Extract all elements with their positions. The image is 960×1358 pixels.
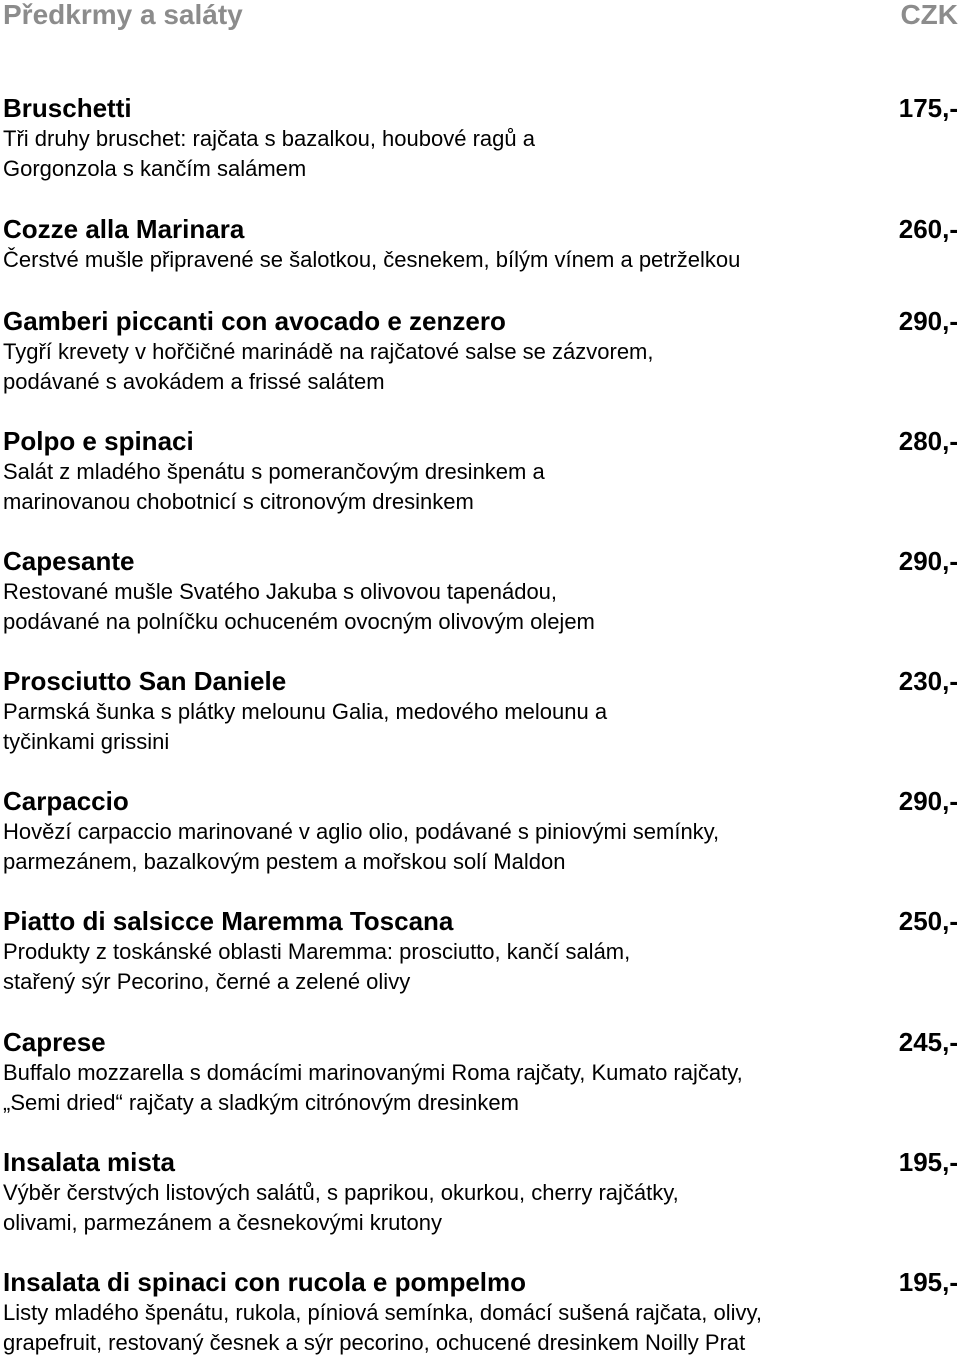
menu-item-description bbox=[3, 124, 903, 184]
menu-item-price: 290,- bbox=[898, 306, 958, 336]
description-line: podávané s avokádem a frissé salátem bbox=[3, 369, 385, 394]
menu-item-name: Insalata mista bbox=[3, 1147, 175, 1177]
description-line: „Semi dried“ rajčaty a sladkým citrónovým dresinkem bbox=[3, 1090, 519, 1115]
menu-item-price: 230,- bbox=[898, 666, 958, 696]
menu-item-description bbox=[3, 817, 903, 877]
menu-item-price: 250,- bbox=[898, 906, 958, 936]
menu-item-description bbox=[3, 1058, 903, 1118]
menu-item-price: 195,- bbox=[898, 1147, 958, 1177]
menu-item-price: 260,- bbox=[898, 214, 958, 244]
description-line: Restované mušle Svatého Jakuba s olivovou tapenádou, bbox=[3, 579, 558, 604]
page-title: Předkrmy a saláty bbox=[3, 0, 243, 30]
menu-item-price: 245,- bbox=[898, 1027, 958, 1057]
menu-item-price: 290,- bbox=[898, 786, 958, 816]
description-line: grapefruit, restovaný česnek a sýr pecorino, ochucené dresinkem Noilly Prat bbox=[3, 1330, 746, 1355]
description-line: Tři druhy bruschet: rajčata s bazalkou, houbové ragů a bbox=[3, 126, 535, 151]
menu-item-name: Gamberi piccanti con avocado e zenzero bbox=[3, 306, 506, 336]
description-line: Listy mladého špenátu, rukola, píniová semínka, domácí sušená rajčata, olivy, bbox=[3, 1300, 762, 1325]
menu-item-description bbox=[3, 245, 903, 275]
description-line: Parmská šunka s plátky melounu Galia, medového melounu a bbox=[3, 699, 608, 724]
description-line: parmezánem, bazalkovým pestem a mořskou solí Maldon bbox=[3, 849, 566, 874]
description-line: Tygří krevety v hořčičné marinádě na rajčatové salse se zázvorem, bbox=[3, 339, 654, 364]
menu-item-name: Carpaccio bbox=[3, 786, 129, 816]
menu-item-name: Polpo e spinaci bbox=[3, 426, 194, 456]
description-line: Salát z mladého špenátu s pomerančovým dresinkem a bbox=[3, 459, 545, 484]
menu-item-name: Insalata di spinaci con rucola e pompelmo bbox=[3, 1267, 527, 1297]
menu-item-name: Bruschetti bbox=[3, 93, 132, 123]
menu-item-description bbox=[3, 577, 903, 637]
menu-item-name: Cozze alla Marinara bbox=[3, 214, 245, 244]
menu-item-description bbox=[3, 1178, 903, 1238]
description-line: Gorgonzola s kančím salámem bbox=[3, 156, 307, 181]
menu-item-price: 195,- bbox=[898, 1267, 958, 1297]
menu-item-description bbox=[3, 457, 903, 517]
menu-item-name: Piatto di salsicce Maremma Toscana bbox=[3, 906, 454, 936]
description-line: tyčinkami grissini bbox=[3, 729, 170, 754]
description-line: Čerstvé mušle připravené se šalotkou, česnekem, bílým vínem a petrželkou bbox=[3, 247, 741, 272]
menu-item-name: Prosciutto San Daniele bbox=[3, 666, 287, 696]
description-line: marinovanou chobotnicí s citronovým dresinkem bbox=[3, 489, 474, 514]
menu-item-price: 280,- bbox=[898, 426, 958, 456]
menu-item-description bbox=[3, 697, 903, 757]
description-line: Výběr čerstvých listových salátů, s paprikou, okurkou, cherry rajčátky, bbox=[3, 1180, 679, 1205]
menu-item-price: 175,- bbox=[898, 93, 958, 123]
currency-label: CZK bbox=[900, 0, 958, 30]
description-line: olivami, parmezánem a česnekovými krutony bbox=[3, 1210, 442, 1235]
description-line: Hovězí carpaccio marinované v aglio olio, podávané s piniovými semínky, bbox=[3, 819, 720, 844]
menu-header bbox=[0, 0, 960, 34]
description-line: Produkty z toskánské oblasti Maremma: prosciutto, kančí salám, bbox=[3, 939, 631, 964]
menu-item-description bbox=[3, 1298, 903, 1358]
description-line: podávané na polníčku ochuceném ovocným olivovým olejem bbox=[3, 609, 595, 634]
menu-item-description bbox=[3, 937, 903, 997]
menu-item-price: 290,- bbox=[898, 546, 958, 576]
description-line: Buffalo mozzarella s domácími marinovanými Roma rajčaty, Kumato rajčaty, bbox=[3, 1060, 743, 1085]
menu-item-name: Capesante bbox=[3, 546, 135, 576]
description-line: stařený sýr Pecorino, černé a zelené olivy bbox=[3, 969, 411, 994]
menu-item-description bbox=[3, 337, 903, 397]
menu-item-name: Caprese bbox=[3, 1027, 106, 1057]
